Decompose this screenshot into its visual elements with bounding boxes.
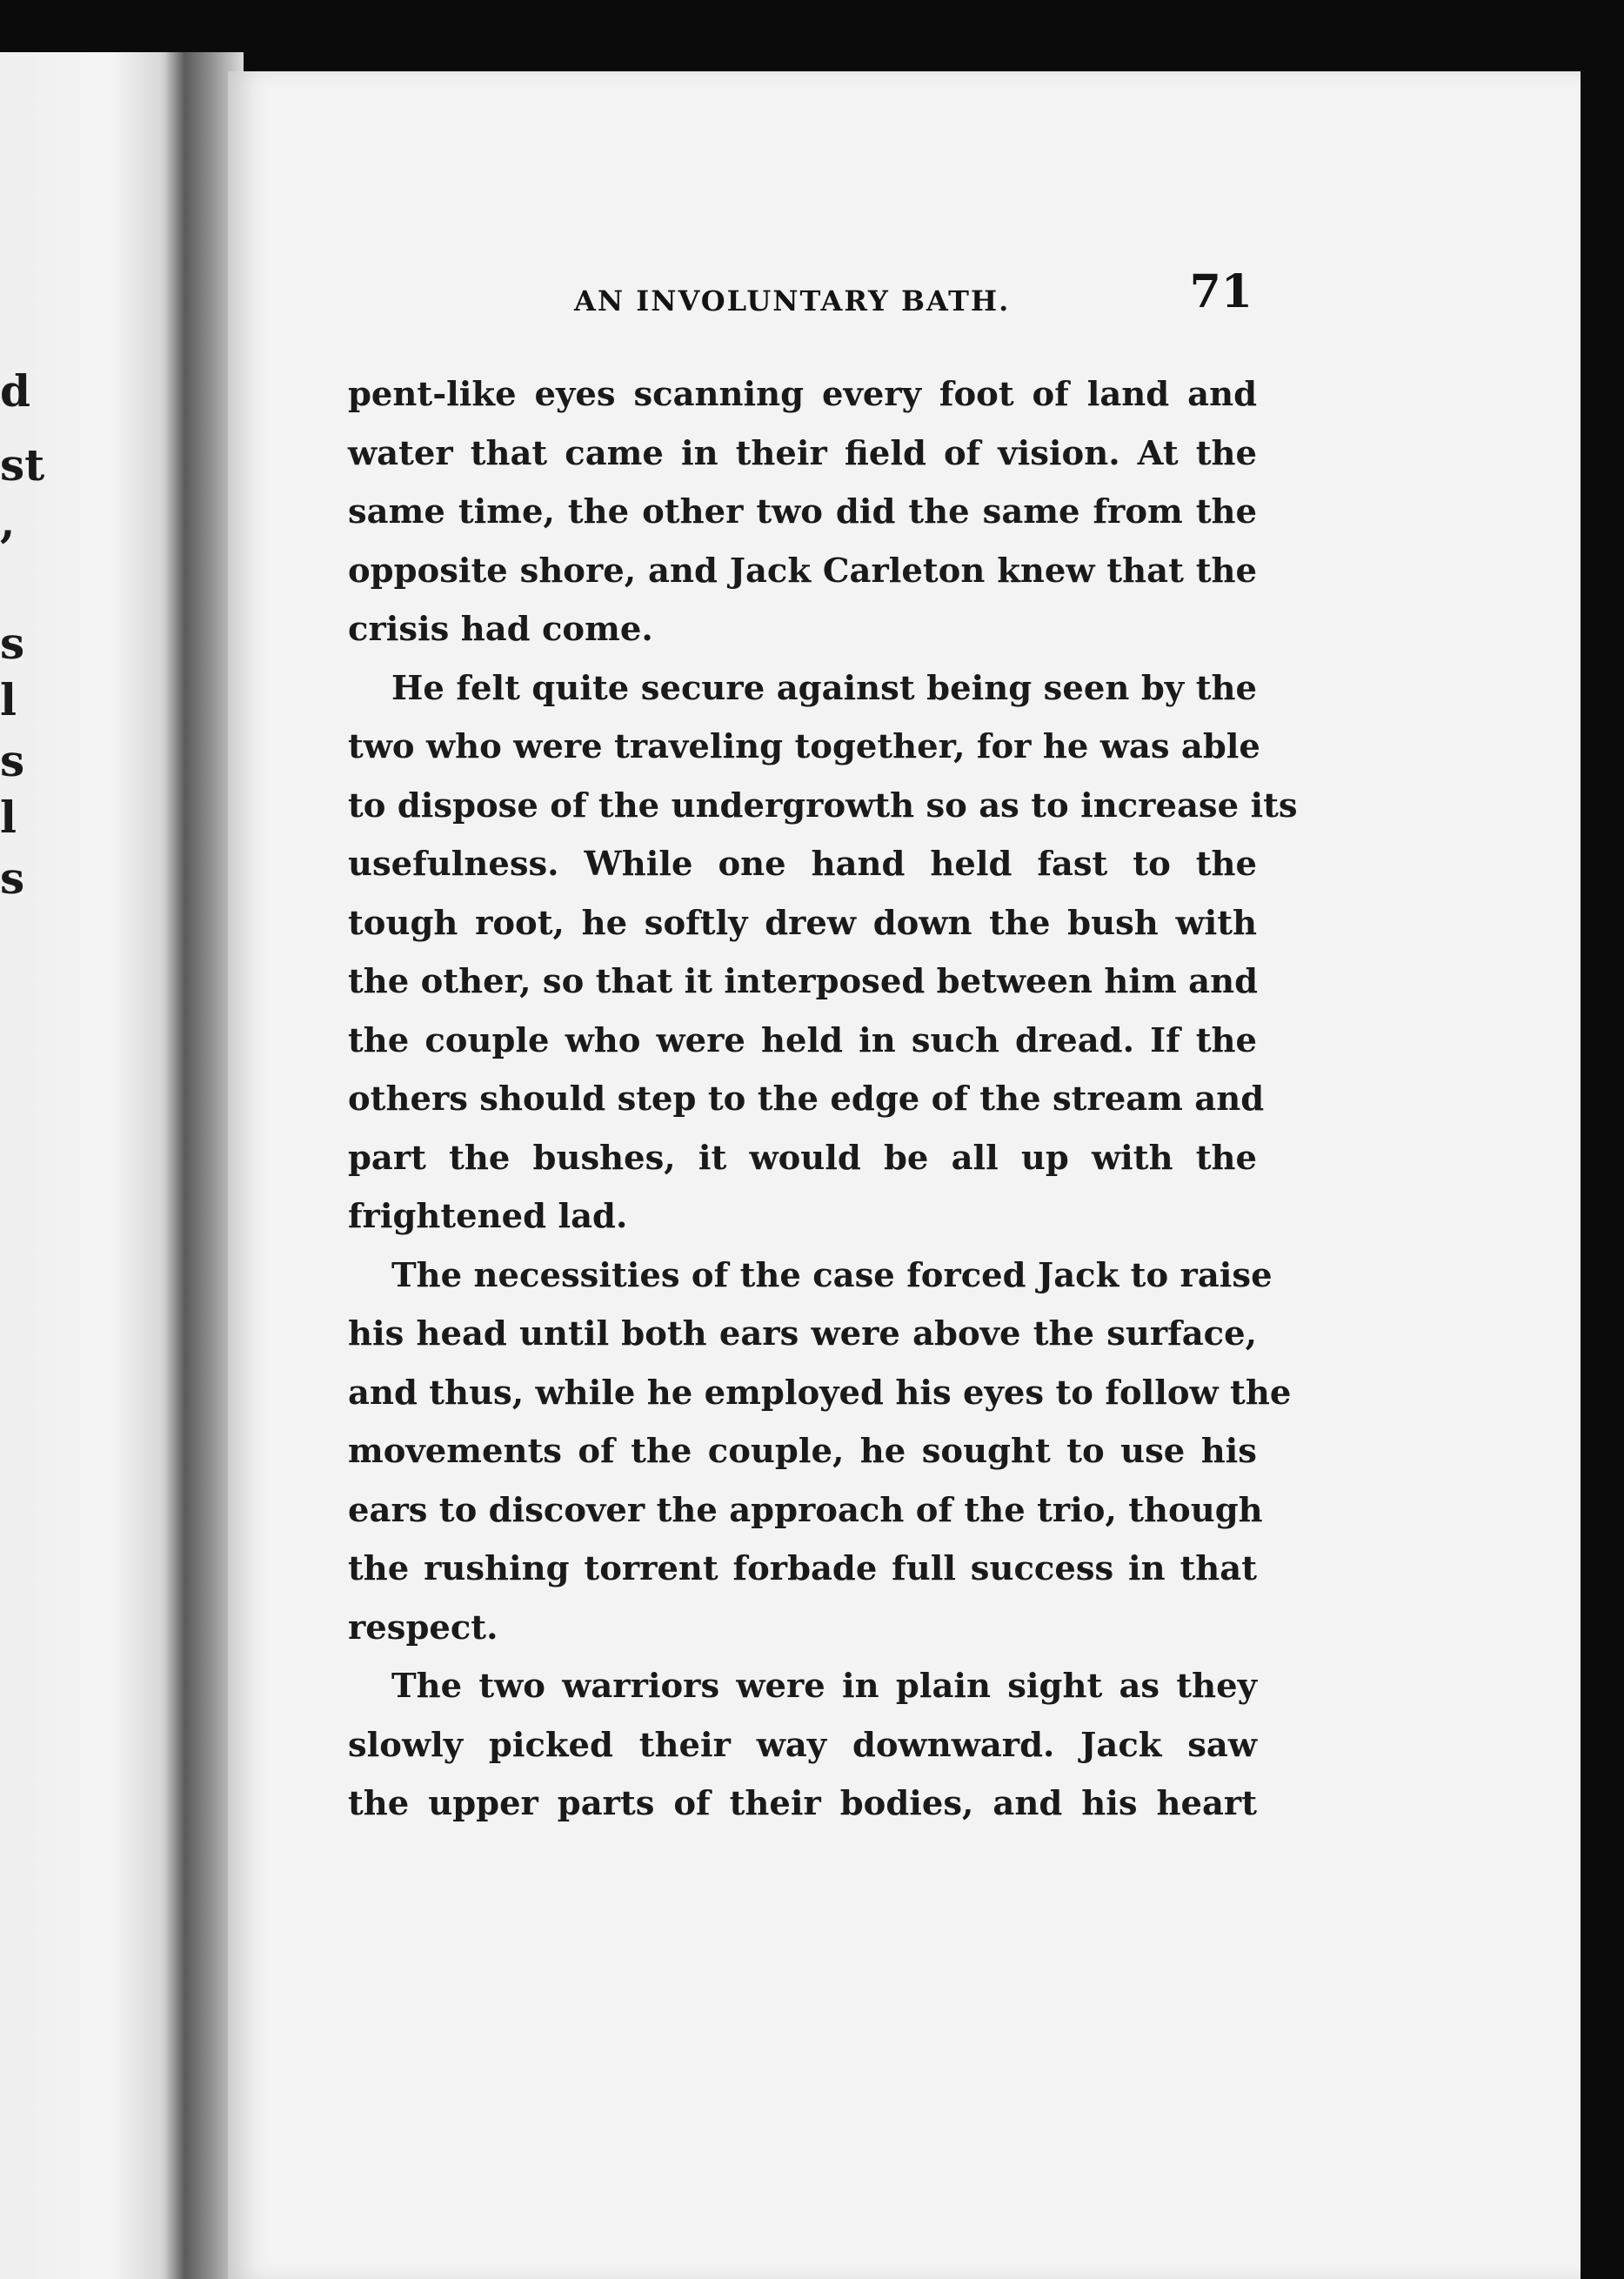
left-fragment: , [0, 496, 16, 547]
running-title: AN INVOLUNTARY BATH. [574, 284, 1011, 317]
paragraph [348, 365, 1257, 659]
left-fragment: st [0, 439, 45, 491]
text-line: the upper parts of their bodies, and his heart [348, 1784, 1257, 1823]
text-line: slowly picked their way downward. Jack saw [348, 1725, 1257, 1765]
text-line: the rushing torrent forbade full success in that [348, 1549, 1257, 1588]
text-line: movements of the couple, he sought to use his [348, 1432, 1257, 1471]
text-line: water that came in their field of vision. At the [348, 433, 1257, 473]
text-line: his head until both ears were above the surface, [348, 1314, 1257, 1353]
left-fragment: s [0, 735, 25, 786]
text-line: tough root, he softly drew down the bush with [348, 903, 1257, 943]
text-line: and thus, while he employed his eyes to follow the [348, 1373, 1292, 1413]
text-line: usefulness. While one hand held fast to the [348, 845, 1257, 884]
left-fragment: l [0, 674, 17, 725]
text-line: the other, so that it interposed between him and [348, 962, 1259, 1001]
text-line: part the bushes, it would be all up with the [348, 1138, 1257, 1178]
text-line: opposite shore, and Jack Carleton knew that the [348, 551, 1257, 591]
text-line: respect. [348, 1607, 498, 1647]
paragraph [348, 659, 1298, 1246]
body-text [348, 365, 1298, 1834]
left-fragment: s [0, 618, 25, 669]
left-fragment: l [0, 792, 17, 843]
text-line: The necessities of the case forced Jack to raise [391, 1255, 1273, 1295]
text-line: He felt quite secure against being seen by the [391, 668, 1257, 708]
text-line: the couple who were held in such dread. If the [348, 1020, 1257, 1060]
paragraph [348, 1657, 1257, 1834]
text-line: frightened lad. [348, 1197, 628, 1236]
text-line: crisis had come. [348, 610, 653, 649]
page-edge-background [1581, 65, 1624, 2279]
text-line: pent-like eyes scanning every foot of land and [348, 375, 1257, 414]
text-line: others should step to the edge of the stream and [348, 1079, 1265, 1119]
text-line: to dispose of the undergrowth so as to increase its [348, 785, 1298, 825]
text-line: two who were traveling together, for he was able [348, 727, 1260, 766]
text-line: The two warriors were in plain sight as they [391, 1667, 1257, 1706]
left-fragment: d [0, 365, 30, 417]
page-header [348, 265, 1253, 326]
text-line: ears to discover the approach of the trio, though [348, 1490, 1263, 1530]
left-fragment: s [0, 852, 25, 904]
page-number: 71 [1189, 265, 1253, 318]
text-line: same time, the other two did the same from the [348, 492, 1257, 531]
paragraph [348, 1246, 1292, 1658]
